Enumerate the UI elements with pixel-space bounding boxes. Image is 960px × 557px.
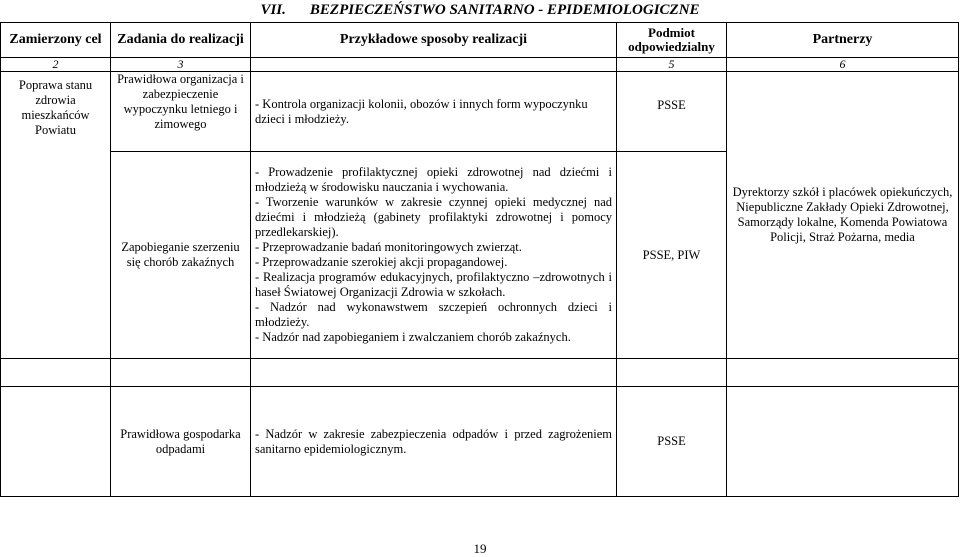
section-title: [0, 2, 960, 19]
header-tasks: Zadania do realizacji: [111, 23, 251, 58]
spacer-cell: [727, 359, 959, 387]
spacer-cell: [617, 359, 727, 387]
task-1-entity: PSSE: [617, 72, 727, 152]
task-2-method: - Nadzór nad wykonawstwem szczepień ochronnych dzieci i młodzieży.: [255, 300, 612, 329]
task-3-method: - Nadzór w zakresie zabezpieczenia odpadów i przed zagrożeniem sanitarno epidemiologicznym.: [255, 426, 612, 456]
task-1-name: Prawidłowa organizacja i zabezpieczenie wypoczynku letniego i zimowego: [111, 72, 251, 152]
task-2-method: - Przeprowadzanie szerokiej akcji propagandowej.: [255, 255, 508, 269]
plan-table: [0, 22, 959, 497]
partners-cell: Dyrektorzy szkół i placówek opiekuńczych, Niepubliczne Zakłady Opieki Zdrowotnej, Samorządy lokalne, Komenda Powiatowa Policji, Straż Pożarna, media: [727, 72, 959, 359]
task-2-method: - Realizacja programów edukacyjnych, profilaktyczno –zdrowotnych i haseł Światowej Organizacji Zdrowia w szkołach.: [255, 270, 612, 299]
task-3-partners-empty: [727, 387, 959, 497]
goal-cell-empty: [1, 387, 111, 497]
column-number-3: 3: [111, 58, 251, 72]
header-goal: Zamierzony cel: [1, 23, 111, 58]
task-2-entity: PSSE, PIW: [617, 152, 727, 359]
task-2-method: - Tworzenie warunków w zakresie czynnej opieki medycznej nad dziećmi i młodzieżą (gabinety profilaktyki zdrowotnej i pomocy przedlekarskiej).: [255, 195, 612, 239]
task-2-method: - Przeprowadzanie badań monitoringowych zwierząt.: [255, 240, 522, 254]
task-3-name: Prawidłowa gospodarka odpadami: [111, 387, 251, 497]
header-methods: Przykładowe sposoby realizacji: [251, 23, 617, 58]
number-row: [1, 58, 959, 72]
goal-cell: Poprawa stanu zdrowia mieszkańców Powiatu: [1, 72, 111, 359]
section-title-text: BEZPIECZEŃSTWO SANITARNO - EPIDEMIOLOGICZNE: [309, 2, 700, 18]
header-entity: Podmiot odpowiedzialny: [617, 23, 727, 58]
column-number-6: 6: [727, 58, 959, 72]
column-number-5: 5: [617, 58, 727, 72]
task-2-name: Zapobieganie szerzeniu się chorób zakaźnych: [111, 152, 251, 359]
spacer-cell: [251, 359, 617, 387]
task-1-methods: [251, 72, 617, 152]
task-2-methods: [251, 152, 617, 359]
header-row: [1, 23, 959, 58]
task-2-method: - Prowadzenie profilaktycznej opieki zdrowotnej nad dziećmi i młodzieżą w środowisku nauczania i wychowania.: [255, 165, 612, 194]
task-row-1: [1, 72, 959, 152]
task-row-3: [1, 387, 959, 497]
page-number: 19: [473, 541, 487, 556]
task-3-methods: [251, 387, 617, 497]
section-number: VII.: [260, 2, 286, 18]
column-number-2: 2: [1, 58, 111, 72]
header-partners: Partnerzy: [727, 23, 959, 58]
spacer-cell: [111, 359, 251, 387]
column-number-4-blank: [251, 58, 617, 72]
task-1-method: - Kontrola organizacji kolonii, obozów i innych form wypoczynku dzieci i młodzieży.: [255, 96, 588, 126]
spacer-row: [1, 359, 959, 387]
spacer-cell: [1, 359, 111, 387]
task-3-entity: PSSE: [617, 387, 727, 497]
task-2-method: - Nadzór nad zapobieganiem i zwalczaniem chorób zakaźnych.: [255, 330, 571, 344]
